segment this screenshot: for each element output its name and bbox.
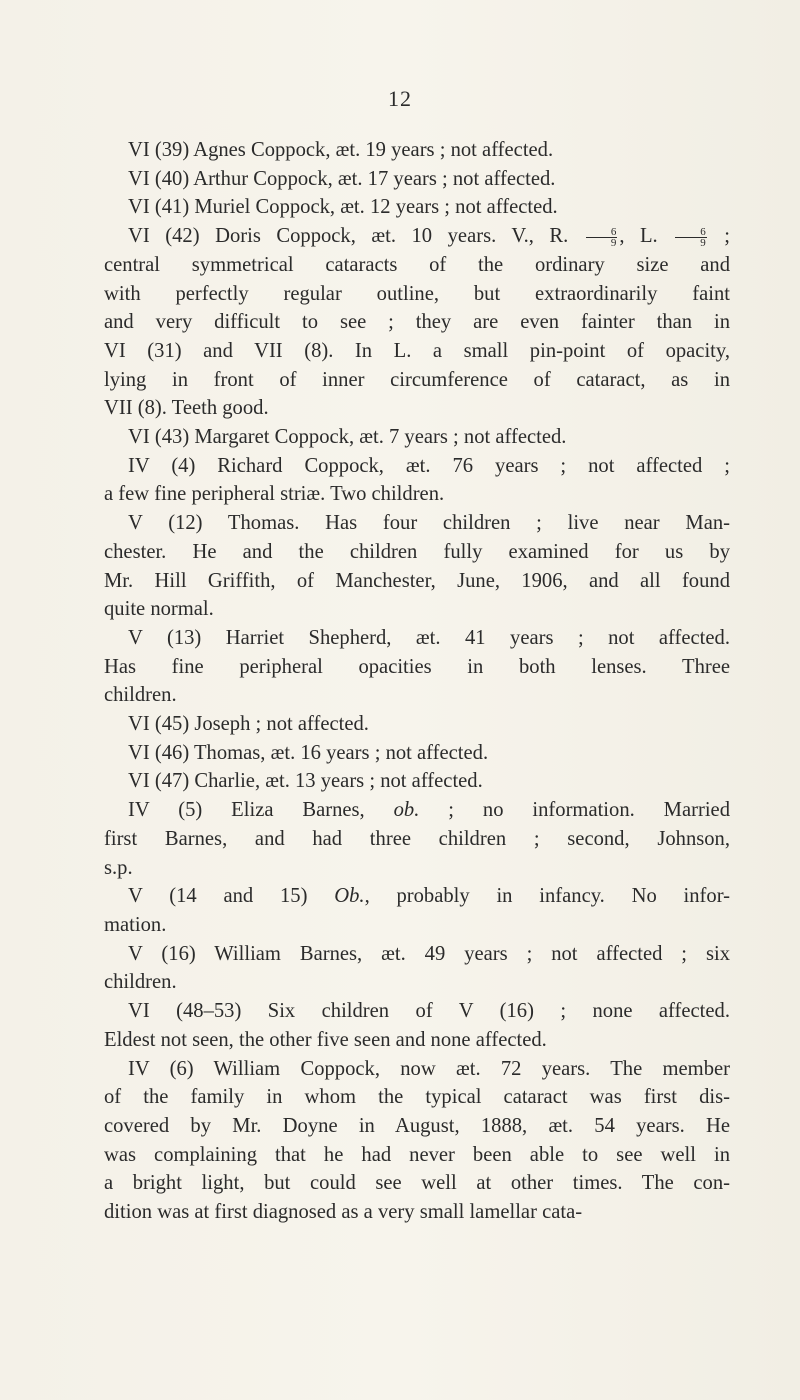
text-line: dition was at first diagnosed as a very small lamellar cata-	[104, 1201, 583, 1224]
text-line: children.	[104, 684, 177, 707]
text-line: V (12) Thomas. Has four children ; live near Man-	[128, 512, 730, 535]
text-line: was complaining that he had never been able to see well in	[104, 1143, 730, 1166]
text-line: mation.	[104, 913, 167, 936]
text-line: VI (46) Thomas, æt. 16 years ; not affected.	[128, 741, 489, 764]
text-line: VI (31) and VII (8). In L. a small pin-point of opacity,	[104, 339, 730, 362]
text-line: s.p.	[104, 856, 133, 879]
text-line: a bright light, but could see well at other times. The con-	[104, 1172, 730, 1195]
paragraph	[80, 882, 730, 939]
text-line: IV (4) Richard Coppock, æt. 76 years ; not affected ;	[128, 454, 730, 477]
text-line: children.	[104, 971, 177, 994]
body-text	[80, 136, 730, 1227]
text-line: VI (41) Muriel Coppock, æt. 12 years ; not affected.	[128, 196, 558, 219]
text-line: V (14 and 15) Ob., probably in infancy. No infor-	[128, 885, 730, 908]
paragraph	[80, 136, 730, 165]
paragraph	[80, 222, 730, 423]
paragraph	[80, 509, 730, 624]
paragraph	[80, 624, 730, 710]
paragraph	[80, 1055, 730, 1227]
text-line: Has fine peripheral opacities in both lenses. Three	[104, 655, 730, 678]
text-line: a few fine peripheral striæ. Two children.	[104, 483, 445, 506]
paragraph	[80, 997, 730, 1054]
paragraph	[80, 739, 730, 768]
text-line: with perfectly regular outline, but extraordinarily faint	[104, 282, 730, 305]
text-line: VI (39) Agnes Coppock, æt. 19 years ; not affected.	[128, 139, 554, 161]
text-line: IV (5) Eliza Barnes, ob. ; no information. Married	[128, 799, 730, 822]
text-line: IV (6) William Coppock, now æt. 72 years. The member	[128, 1057, 730, 1080]
text-line: V (16) William Barnes, æt. 49 years ; not affected ; six	[128, 942, 730, 965]
paragraph	[80, 165, 730, 194]
paragraph	[80, 796, 730, 882]
text-line: covered by Mr. Doyne in August, 1888, æt. 54 years. He	[104, 1114, 730, 1137]
text-line: central symmetrical cataracts of the ordinary size and	[104, 253, 730, 276]
text-line: VI (40) Arthur Coppock, æt. 17 years ; not affected.	[128, 167, 556, 190]
text-line: of the family in whom the typical cataract was first dis-	[104, 1086, 730, 1109]
paragraph	[80, 710, 730, 739]
fraction: $\frac{6}{9}$	[675, 227, 707, 248]
text-line: VI (45) Joseph ; not affected.	[128, 713, 369, 736]
paragraph	[80, 767, 730, 796]
fraction: $\frac{6}{9}$	[586, 227, 618, 248]
text-line: VII (8). Teeth good.	[104, 397, 269, 420]
paragraph	[80, 940, 730, 997]
paragraph	[80, 452, 730, 509]
text-line: VI (42) Doris Coppock, æt. 10 years. V., R. $\frac{6}{9}$ , L. $\frac{6}{9}$ ;	[128, 225, 730, 249]
text-line: Mr. Hill Griffith, of Manchester, June, 1906, and all found	[104, 569, 730, 592]
text-line: VI (47) Charlie, æt. 13 years ; not affected.	[128, 770, 483, 793]
text-line: V (13) Harriet Shepherd, æt. 41 years ; not affected.	[128, 626, 730, 649]
paragraph	[80, 423, 730, 452]
text-line: VI (48–53) Six children of V (16) ; none affected.	[128, 1000, 730, 1023]
text-line: and very difficult to see ; they are even fainter than in	[104, 311, 730, 334]
text-line: chester. He and the children fully examined for us by	[104, 540, 730, 563]
text-line: first Barnes, and had three children ; second, Johnson,	[104, 827, 730, 850]
text-line: lying in front of inner circumference of cataract, as in	[104, 368, 730, 391]
text-line: Eldest not seen, the other five seen and none affected.	[104, 1028, 547, 1051]
text-line: VI (43) Margaret Coppock, æt. 7 years ; not affected.	[128, 426, 567, 449]
paragraph	[80, 193, 730, 222]
page-number: 12	[388, 86, 412, 111]
text-line: quite normal.	[104, 598, 214, 621]
